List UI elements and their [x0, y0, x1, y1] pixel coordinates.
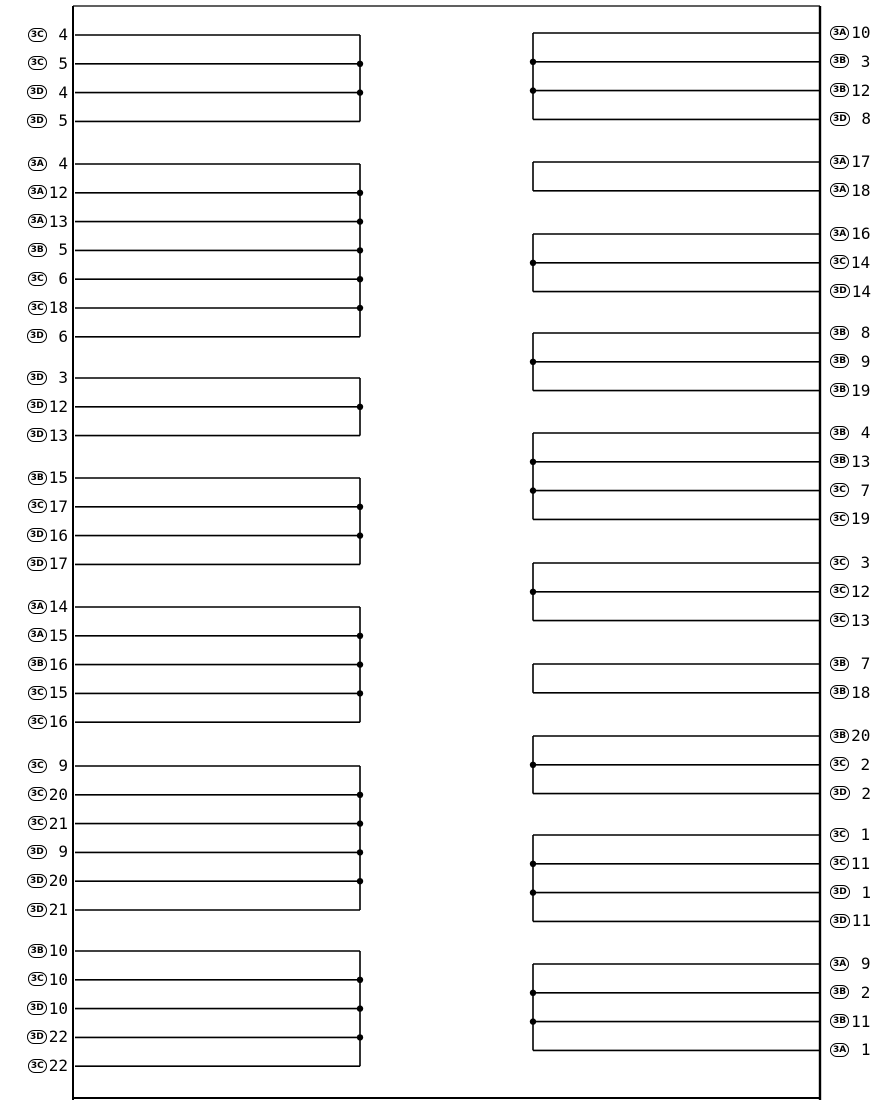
pin-number: 18	[851, 682, 871, 702]
connector-tag: 3B	[830, 426, 849, 440]
connector-tag: 3B	[830, 657, 849, 671]
left-pin-label	[6, 900, 68, 920]
connector-tag: 3C	[28, 715, 47, 729]
connector-tag: 3C	[28, 816, 47, 830]
left-pin-label	[6, 554, 68, 574]
connector-tag: 3B	[28, 944, 47, 958]
pin-number: 13	[48, 211, 68, 231]
pin-number: 14	[48, 597, 68, 616]
right-pin-label	[830, 52, 892, 72]
connector-tag: 3C	[28, 301, 47, 315]
pin-number: 13	[850, 610, 871, 630]
pin-number: 19	[850, 509, 871, 529]
pin-number: 20	[851, 726, 871, 745]
pin-number: 16	[48, 654, 68, 674]
connector-tag: 3C	[830, 584, 849, 598]
connector-tag: 3B	[830, 54, 849, 68]
connector-tag: 3D	[27, 1001, 47, 1015]
pin-number: 15	[48, 683, 68, 703]
connector-tag: 3C	[830, 856, 849, 870]
left-pin-label	[6, 970, 68, 990]
connector-tag: 3A	[830, 1043, 849, 1057]
right-pin-label	[830, 81, 892, 101]
junction-dot	[357, 1005, 363, 1011]
left-pin-label	[6, 111, 68, 131]
left-pin-label	[6, 526, 68, 546]
junction-dot	[357, 404, 363, 410]
pin-number: 20	[48, 871, 68, 891]
pin-number: 22	[48, 1056, 68, 1076]
left-pin-label	[6, 327, 68, 347]
connector-tag: 3D	[830, 284, 850, 298]
pin-number: 11	[851, 911, 871, 931]
pin-number: 2	[851, 982, 871, 1002]
connector-tag: 3D	[27, 371, 47, 385]
pin-number: 18	[48, 298, 68, 317]
connector-tag: 3A	[830, 227, 849, 241]
connector-tag: 3C	[28, 499, 47, 513]
left-pin-label	[6, 756, 68, 776]
junction-dot	[357, 792, 363, 798]
pin-number: 8	[851, 323, 871, 342]
junction-dot	[530, 260, 536, 266]
connector-tag: 3B	[28, 657, 47, 671]
right-pin-label	[830, 481, 892, 501]
connector-tag: 3A	[830, 957, 849, 971]
left-pin-label	[6, 269, 68, 289]
pin-number: 5	[48, 240, 68, 260]
left-pin-label	[6, 154, 68, 174]
left-pin-label	[6, 626, 68, 646]
pin-number: 12	[850, 581, 871, 601]
junction-dot	[530, 589, 536, 595]
right-pin-label	[830, 282, 892, 302]
connector-tag: 3D	[830, 112, 850, 126]
left-pin-label	[6, 183, 68, 203]
connector-tag: 3D	[27, 428, 47, 442]
connector-tag: 3B	[830, 383, 849, 397]
junction-dot	[357, 1034, 363, 1040]
pin-number: 2	[851, 783, 871, 803]
connector-tag: 3D	[27, 399, 47, 413]
right-pin-label	[830, 954, 892, 974]
connector-tag: 3A	[28, 628, 47, 642]
right-pin-label	[830, 611, 892, 631]
left-pin-label	[6, 683, 68, 703]
junction-dot	[357, 849, 363, 855]
right-pin-label	[830, 553, 892, 573]
connector-tag: 3C	[28, 787, 47, 801]
connector-tag: 3D	[27, 85, 47, 99]
left-pin-label	[6, 597, 68, 617]
pin-number: 4	[48, 82, 68, 102]
left-pin-label	[6, 368, 68, 388]
left-pin-label	[6, 212, 68, 232]
connector-tag: 3B	[830, 729, 849, 743]
junction-dot	[530, 990, 536, 996]
pin-number: 10	[48, 998, 68, 1018]
connector-tag: 3B	[830, 454, 849, 468]
junction-dot	[357, 661, 363, 667]
pin-number: 10	[851, 23, 871, 42]
right-pin-label	[830, 423, 892, 443]
pin-number: 1	[851, 882, 871, 902]
junction-dot	[530, 459, 536, 465]
left-pin-label	[6, 871, 68, 891]
junction-dot	[357, 977, 363, 983]
pin-number: 7	[850, 480, 871, 500]
pin-number: 11	[851, 1011, 871, 1031]
junction-dot	[357, 190, 363, 196]
pin-number: 3	[48, 368, 68, 387]
connector-tag: 3A	[830, 26, 849, 40]
right-pin-label	[830, 755, 892, 775]
connector-tag: 3B	[830, 354, 849, 368]
connector-tag: 3C	[830, 613, 849, 627]
connector-tag: 3D	[27, 329, 47, 343]
pin-number: 10	[48, 969, 68, 989]
right-pin-label	[830, 784, 892, 804]
connector-tag: 3D	[830, 786, 850, 800]
connector-tag: 3D	[830, 885, 850, 899]
pin-number: 12	[48, 182, 68, 202]
pin-number: 6	[48, 326, 68, 346]
junction-dot	[357, 89, 363, 95]
pin-number: 9	[851, 954, 871, 973]
pin-number: 16	[48, 712, 68, 732]
left-pin-label	[6, 497, 68, 517]
connector-tag: 3C	[28, 28, 47, 42]
junction-dot	[357, 61, 363, 67]
left-pin-label	[6, 941, 68, 961]
junction-dot	[530, 861, 536, 867]
right-pin-label	[830, 683, 892, 703]
left-pin-label	[6, 397, 68, 417]
pin-number: 18	[851, 180, 871, 200]
connector-tag: 3B	[28, 471, 47, 485]
connector-tag: 3B	[830, 985, 849, 999]
right-pin-label	[830, 381, 892, 401]
junction-dot	[357, 305, 363, 311]
pin-number: 1	[851, 1040, 871, 1060]
pin-number: 10	[48, 941, 68, 960]
junction-dot	[530, 359, 536, 365]
connector-tag: 3A	[28, 600, 47, 614]
pin-number: 8	[851, 109, 871, 129]
left-pin-label	[6, 712, 68, 732]
junction-dot	[357, 218, 363, 224]
pin-number: 20	[48, 784, 68, 804]
left-pin-label	[6, 426, 68, 446]
connector-tag: 3D	[27, 1030, 47, 1044]
junction-dot	[357, 820, 363, 826]
pin-number: 4	[851, 423, 871, 442]
left-pin-label	[6, 83, 68, 103]
pin-number: 11	[850, 853, 871, 873]
pin-number: 15	[48, 625, 68, 645]
pin-number: 17	[48, 496, 68, 516]
right-pin-label	[830, 452, 892, 472]
pin-number: 9	[851, 351, 871, 371]
pin-number: 12	[48, 396, 68, 416]
pin-number: 12	[851, 80, 871, 100]
pin-number: 9	[48, 842, 68, 862]
connector-tag: 3D	[27, 114, 47, 128]
junction-dot	[530, 487, 536, 493]
right-pin-label	[830, 854, 892, 874]
pin-number: 16	[48, 525, 68, 545]
connector-tag: 3C	[830, 255, 849, 269]
connector-tag: 3D	[830, 914, 850, 928]
junction-dot	[357, 633, 363, 639]
left-pin-label	[6, 999, 68, 1019]
left-pin-label	[6, 25, 68, 45]
connector-tag: 3C	[28, 56, 47, 70]
left-pin-label	[6, 842, 68, 862]
junction-dot	[530, 1018, 536, 1024]
right-pin-label	[830, 911, 892, 931]
right-pin-label	[830, 1040, 892, 1060]
pin-number: 15	[48, 468, 68, 487]
left-pin-label	[6, 1027, 68, 1047]
right-pin-label	[830, 654, 892, 674]
junction-dot	[530, 87, 536, 93]
junction-dot	[530, 889, 536, 895]
right-pin-label	[830, 726, 892, 746]
pin-number: 3	[851, 51, 871, 71]
pin-number: 1	[850, 825, 871, 844]
connector-tag: 3A	[830, 183, 849, 197]
connector-tag: 3C	[28, 759, 47, 773]
connector-tag: 3A	[830, 155, 849, 169]
connector-tag: 3B	[830, 83, 849, 97]
pin-number: 13	[851, 451, 871, 471]
right-pin-label	[830, 509, 892, 529]
right-pin-label	[830, 983, 892, 1003]
right-pin-label	[830, 352, 892, 372]
connector-tag: 3B	[830, 326, 849, 340]
pin-number: 13	[48, 425, 68, 445]
pin-number: 2	[850, 754, 871, 774]
connector-tag: 3D	[27, 528, 47, 542]
right-pin-label	[830, 883, 892, 903]
pin-number: 22	[48, 1027, 68, 1047]
left-pin-label	[6, 1056, 68, 1076]
pin-number: 17	[48, 554, 68, 574]
pin-number: 21	[48, 813, 68, 833]
right-pin-label	[830, 152, 892, 172]
connector-tag: 3B	[28, 243, 47, 257]
connector-tag: 3C	[830, 512, 849, 526]
right-pin-label	[830, 825, 892, 845]
pin-number: 9	[48, 756, 68, 775]
pin-number: 19	[851, 380, 871, 400]
connector-tag: 3D	[27, 557, 47, 571]
connector-tag: 3C	[830, 757, 849, 771]
pin-number: 3	[850, 553, 871, 572]
connector-tag: 3C	[28, 686, 47, 700]
connector-tag: 3D	[27, 874, 47, 888]
pin-number: 7	[851, 654, 871, 673]
connector-tag: 3A	[28, 157, 47, 171]
pin-number: 21	[48, 900, 68, 919]
connector-tag: 3C	[28, 272, 47, 286]
junction-dot	[530, 762, 536, 768]
connector-tag: 3C	[830, 828, 849, 842]
right-pin-label	[830, 253, 892, 273]
right-pin-label	[830, 1012, 892, 1032]
connector-tag: 3B	[830, 1014, 849, 1028]
junction-dot	[357, 532, 363, 538]
right-pin-label	[830, 23, 892, 43]
pin-number: 4	[48, 154, 68, 173]
pin-number: 4	[48, 25, 68, 44]
right-pin-label	[830, 181, 892, 201]
connector-tag: 3C	[28, 972, 47, 986]
connector-tag: 3C	[830, 556, 849, 570]
pin-number: 17	[851, 152, 871, 171]
left-pin-label	[6, 468, 68, 488]
junction-dot	[357, 878, 363, 884]
left-pin-label	[6, 785, 68, 805]
pin-number: 5	[48, 53, 68, 73]
junction-dot	[357, 276, 363, 282]
left-pin-label	[6, 814, 68, 834]
junction-dot	[530, 59, 536, 65]
right-pin-label	[830, 323, 892, 343]
pin-number: 16	[851, 224, 871, 243]
left-pin-label	[6, 54, 68, 74]
left-pin-label	[6, 655, 68, 675]
right-pin-label	[830, 224, 892, 244]
pin-number: 14	[851, 281, 871, 301]
connector-tag: 3D	[27, 903, 47, 917]
pin-number: 5	[48, 111, 68, 131]
junction-dot	[357, 504, 363, 510]
left-pin-label	[6, 240, 68, 260]
connector-tag: 3C	[830, 483, 849, 497]
connector-tag: 3D	[27, 845, 47, 859]
left-pin-label	[6, 298, 68, 318]
connector-tag: 3C	[28, 1059, 47, 1073]
right-pin-label	[830, 582, 892, 602]
right-pin-label	[830, 109, 892, 129]
pin-number: 6	[48, 269, 68, 289]
connector-tag: 3A	[28, 214, 47, 228]
pin-number: 14	[850, 252, 871, 272]
junction-dot	[357, 247, 363, 253]
connector-tag: 3B	[830, 685, 849, 699]
junction-dot	[357, 690, 363, 696]
connector-tag: 3A	[28, 185, 47, 199]
